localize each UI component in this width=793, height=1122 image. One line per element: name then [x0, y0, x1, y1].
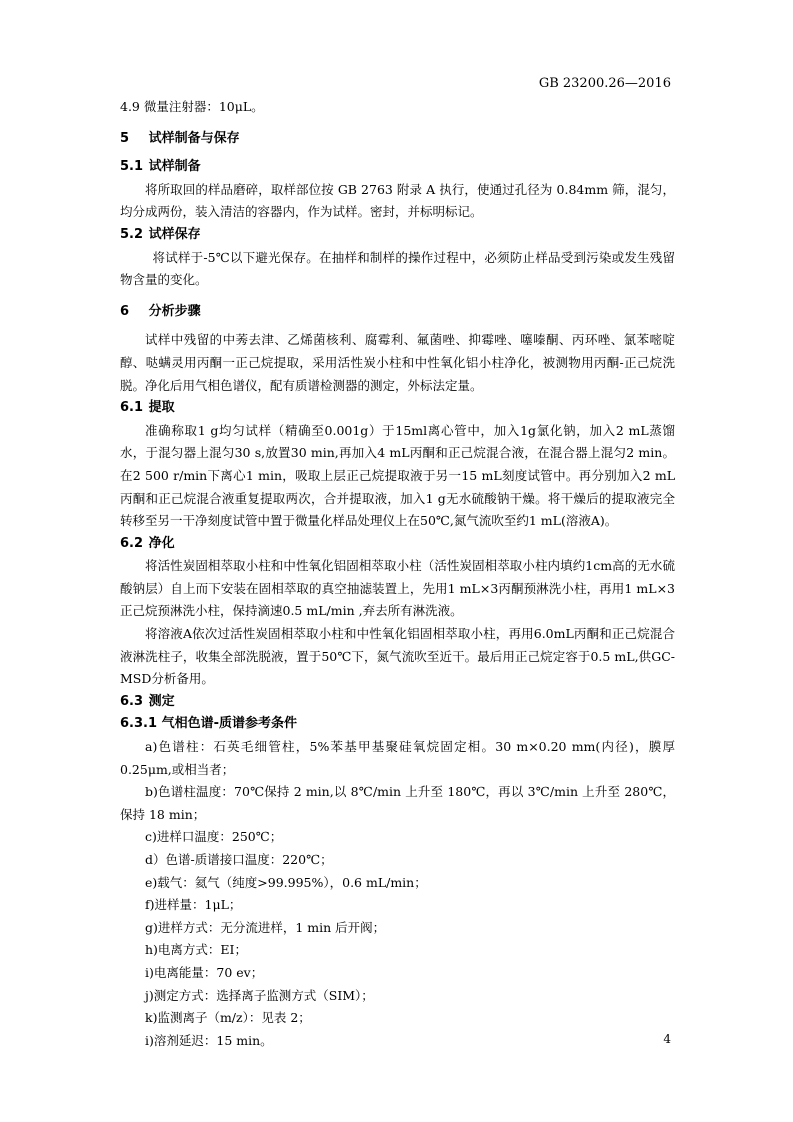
heading-5-2: 5.2 试样保存	[120, 226, 201, 242]
heading-6-3: 6.3 测定	[120, 693, 175, 709]
list-item-k: k)监测离子（m/z）：见表 2；	[145, 1010, 311, 1026]
list-item-l: i)溶剂延迟：15 min。	[145, 1032, 273, 1048]
paragraph-6-2-a: 将活性炭固相萃取小柱和中性氧化铝固相萃取小柱（活性炭固相萃取小柱内填约1cm高的无水硫酸钠层）自上而下安装在固相萃取的真空抽滤装置上，先用1 mL×3丙酮预淋洗小柱，再用1 mL×3正己烷预淋洗小柱，保持滴速0.5 mL/min ,弃去所有淋洗液。	[120, 558, 675, 619]
list-item-h: h)电离方式：EI；	[145, 942, 247, 958]
list-item-e: e)载气：氦气（纯度>99.995%），0.6 mL/min；	[145, 874, 427, 890]
page-number: 4	[663, 1032, 671, 1046]
list-item-g: g)进样方式：无分流进样，1 min 后开阀；	[145, 919, 386, 935]
heading-5-1: 5.1 试样制备	[120, 159, 201, 175]
list-item-j: j)测定方式：选择离子监测方式（SIM）；	[145, 987, 374, 1003]
list-item-b: b)色谱柱温度：70℃保持 2 min,以 8℃/min 上升至 180℃，再以 3℃/min 上升至 280℃，保持 18 min；	[120, 784, 675, 822]
list-item-i: i)电离能量：70 ev；	[145, 964, 264, 980]
list-item-d: d）色谱-质谱接口温度：220℃；	[145, 852, 333, 867]
clause-4-9: 4.9 微量注射器：10μL。	[120, 99, 264, 114]
paragraph-5-2: 将试样于-5℃以下避光保存。在抽样和制样的操作过程中，必须防止样品受到污染或发生残留物含量的变化。	[120, 249, 675, 288]
paragraph-6-2-b: 将溶液A依次过活性炭固相萃取小柱和中性氧化铝固相萃取小柱，再用6.0mL丙酮和正己烷混合液淋洗柱子，收集全部洗脱液，置于50℃下，氮气流吹至近干。最后用正己烷定容于0.5 mL,供GC-MSD分析备用。	[120, 626, 675, 687]
list-item-a: a)色谱柱：石英毛细管柱，5%苯基甲基聚硅氧烷固定相。30 m×0.20 mm(内径)，膜厚0.25μm,或相当者；	[120, 739, 675, 777]
paragraph-5-1: 将所取回的样品磨碎，取样部位按 GB 2763 附录 A 执行，使通过孔径为 0.84mm 筛，混匀，均分成两份，装入清洁的容器内，作为试样。密封，并标明标记。	[120, 181, 675, 220]
document-body	[120, 96, 675, 1052]
heading-6-2: 6.2 净化	[120, 535, 175, 551]
heading-6: 6 分析步骤	[120, 303, 201, 319]
list-item-c: c)进样口温度：250℃；	[145, 829, 283, 845]
paragraph-6: 试样中残留的中莠去津、乙烯菌核利、腐霉利、氟菌唑、抑霉唑、噻嗪酮、丙环唑、氯苯嘧啶醇、哒螨灵用丙酮一正己烷提取，采用活性炭小柱和中性氧化铝小柱净化，被测物用丙酮-正己烷洗脱。净化后用气相色谱仪，配有质谱检测器的测定，外标法定量。	[120, 332, 675, 393]
list-item-f: f)进样量：1μL；	[145, 897, 242, 913]
standard-number: GB 23200.26—2016	[538, 76, 671, 91]
paragraph-6-1: 准确称取1 g均匀试样（精确至0.001g）于15ml离心管中，加入1g氯化钠，加入2 mL蒸馏水，于混匀器上混匀30 s,放置30 min,再加入4 mL丙酮和正己烷混合液，在混合器上混匀2 min。在2 500 r/min下离心1 min，吸取上层正己烷提取液于另一15 mL刻度试管中。再分别加入2 mL丙酮和正己烷混合液重复提取两次，合并提取液，加入1 g无水硫酸钠干燥。将干燥后的提取液完全转移至另一干净刻度试管中置于微量化样品处理仪上在50℃,氮气流吹至约1 mL(溶液A)。	[120, 422, 675, 529]
heading-5: 5 试样制备与保存	[120, 130, 240, 146]
heading-6-3-1: 6.3.1 气相色谱-质谱参考条件	[120, 716, 297, 732]
heading-6-1: 6.1 提取	[120, 400, 175, 416]
